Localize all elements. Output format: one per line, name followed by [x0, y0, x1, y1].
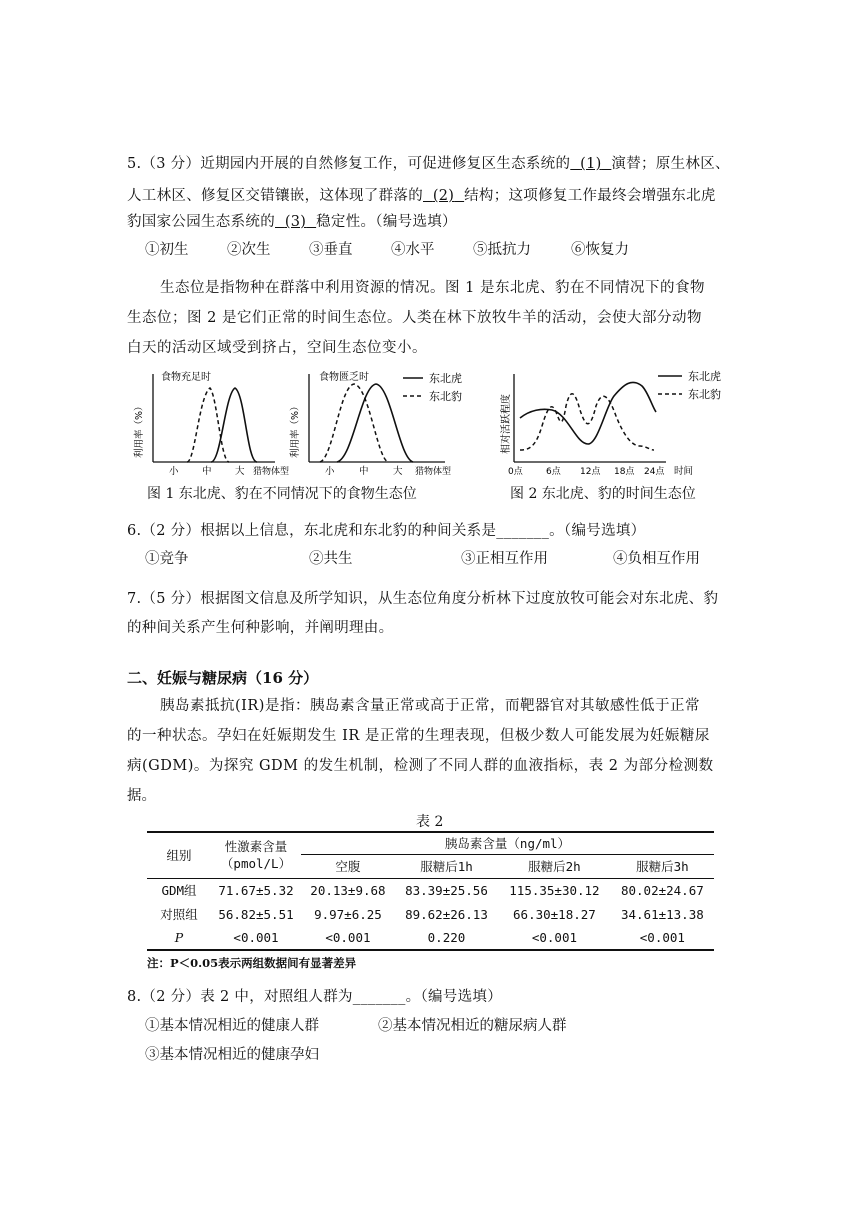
q5-option: ⑤抵抗力 [473, 242, 531, 258]
panel-a-title: 食物充足时 [161, 372, 211, 383]
table-cell: 89.62±26.13 [405, 906, 488, 922]
blank-3: (3) [284, 214, 307, 230]
q8-option: ②基本情况相近的糖尿病人群 [378, 1018, 567, 1034]
panel-a-ylabel: 利用率（%） [134, 401, 145, 458]
header-group: 组别 [166, 848, 192, 864]
q6-option: ②共生 [309, 551, 353, 567]
table-title: 表 2 [416, 814, 444, 830]
tiger-curve-a [211, 388, 257, 462]
leopard-curve-b [320, 384, 388, 462]
tick-label: 中 [359, 466, 369, 477]
q6-option: ③正相互作用 [461, 551, 548, 567]
blank-2: (2) [432, 188, 455, 204]
q5-option: ④水平 [391, 242, 435, 258]
legend-tiger: 东北虎 [688, 370, 721, 383]
table-cell: <0.001 [233, 930, 279, 945]
section-heading: 二、妊娠与糖尿病（16 分） [127, 669, 319, 687]
table-cell: 对照组 [160, 907, 198, 922]
table-cell: 115.35±30.12 [509, 882, 600, 898]
q8-option: ③基本情况相近的健康孕妇 [145, 1047, 319, 1063]
figure-2 [496, 366, 726, 478]
figure-1 [125, 366, 505, 478]
table-cell: <0.001 [531, 930, 577, 945]
q5-line-1: 5.（3 分）近期园内开展的自然修复工作，可促进修复区生态系统的 (1) 演替；原生林区、 [127, 156, 730, 172]
q8-option: ①基本情况相近的健康人群 [145, 1018, 319, 1034]
q6-option: ①竞争 [145, 551, 189, 567]
table-cell: <0.001 [639, 930, 685, 945]
figure2-caption: 图 2 东北虎、豹的时间生态位 [510, 486, 696, 502]
leopard-activity-curve [520, 394, 654, 450]
q7-line-2: 的种间关系产生何种影响，并阐明理由。 [127, 620, 394, 636]
legend-tiger: 东北虎 [429, 372, 462, 385]
section-paragraph-line: 病(GDM)。为探究 GDM 的发生机制，检测了不同人群的血液指标，表 2 为部分检测数 [127, 758, 714, 774]
header-insulin: 胰岛素含量（ng/ml） [301, 832, 714, 854]
q5-line-3: 豹国家公园生态系统的 (3) 稳定性。（编号选填） [127, 214, 457, 230]
panel-b-ylabel: 利用率（%） [290, 401, 301, 458]
q6-option: ④负相互作用 [613, 551, 700, 567]
table-cell: 66.30±18.27 [513, 906, 596, 922]
legend-leopard: 东北豹 [688, 388, 721, 401]
tick-label: 6点 [546, 467, 561, 477]
q5-line-2: 人工林区、修复区交错镶嵌，这体现了群落的 (2) 结构；这项修复工作最终会增强东北虎 [127, 188, 716, 204]
table-cell: 34.61±13.38 [620, 906, 704, 922]
table-note: 注：P＜0.05表示两组数据间有显著差异 [147, 956, 357, 970]
xlabel: 猎物体型 [253, 467, 290, 477]
section-paragraph-line: 据。 [127, 788, 156, 804]
q8-text: 8.（2 分）表 2 中，对照组人群为_______。（编号选填） [127, 989, 503, 1005]
table-cell: <0.001 [325, 930, 371, 945]
table-cell: 0.220 [427, 930, 466, 945]
sub-header: 服糖后2h [528, 859, 581, 874]
table-2 [147, 831, 714, 951]
sub-header: 服糖后1h [420, 859, 473, 874]
tick-label: 中 [202, 466, 212, 477]
table-cell: 80.02±24.67 [620, 882, 704, 898]
passage-line-1: 生态位是指物种在群落中利用资源的情况。图 1 是东北虎、豹在不同情况下的食物 [160, 280, 705, 296]
table-cell: 83.39±25.56 [405, 882, 488, 898]
tick-label: 小 [169, 466, 179, 477]
tick-label: 0点 [508, 467, 523, 477]
fig2-xlabel: 时间 [674, 466, 694, 477]
figure1-panel-a [133, 370, 289, 477]
tiger-curve-b [337, 384, 413, 462]
table-row [147, 902, 714, 926]
passage-line-2: 生态位；图 2 是它们正常的时间生态位。人类在林下放牧牛羊的活动，会使大部分动物 [127, 310, 702, 326]
q7-line-1: 7.（5 分）根据图文信息及所学知识，从生态位角度分析林下过度放牧可能会对东北虎、豹 [127, 591, 719, 607]
tick-label: 小 [325, 466, 335, 477]
q6-text: 6.（2 分）根据以上信息，东北虎和东北豹的种间关系是_______。（编号选填） [127, 523, 646, 539]
tick-label: 大 [235, 466, 245, 477]
figure1-caption: 图 1 东北虎、豹在不同情况下的食物生态位 [147, 486, 417, 502]
passage-line-3: 白天的活动区域受到挤占，空间生态位变小。 [127, 340, 427, 356]
section-paragraph-line: 的一种状态。孕妇在妊娠期发生 IR 是正常的生理表现，但极少数人可能发展为妊娠糖尿 [127, 728, 710, 744]
sub-header: 服糖后3h [636, 859, 689, 874]
q5-options [145, 238, 629, 259]
q5-option: ②次生 [227, 242, 271, 258]
table-row [147, 926, 714, 950]
q5-option: ①初生 [145, 242, 189, 258]
header-hormone: 性激素含量 （pmol/L） [220, 839, 292, 872]
table-cell: 20.13±9.68 [310, 882, 386, 898]
tick-label: 24点 [644, 467, 665, 477]
tiger-activity-curve [520, 382, 656, 444]
section-paragraph-line: 胰岛素抵抗(IR)是指：胰岛素含量正常或高于正常，而靶器官对其敏感性低于正常 [160, 698, 700, 714]
q5-text: 5.（3 分）近期园内开展的自然修复工作，可促进修复区生态系统的 [127, 156, 571, 172]
table-cell: 71.67±5.32 [218, 882, 294, 898]
sub-header: 空腹 [335, 859, 361, 874]
table-cell: GDM组 [161, 883, 197, 899]
tick-label: 18点 [614, 467, 635, 477]
q5-option: ⑥恢复力 [571, 242, 629, 258]
table-cell: 9.97±6.25 [314, 906, 382, 922]
tick-label: 大 [393, 466, 403, 477]
fig2-ylabel: 相对活跃程度 [501, 394, 512, 454]
figure1-panel-b [289, 370, 462, 477]
q6-options [145, 547, 700, 568]
panel-b-title: 食物匮乏时 [319, 372, 369, 383]
tick-label: 12点 [580, 467, 601, 477]
xlabel: 猎物体型 [415, 467, 452, 477]
legend-leopard: 东北豹 [429, 390, 462, 403]
table-row [147, 878, 714, 902]
table-cell: 56.82±5.51 [218, 906, 294, 922]
table-cell: P [174, 930, 184, 945]
q5-option: ③垂直 [309, 242, 353, 258]
blank-1: (1) [580, 156, 602, 172]
